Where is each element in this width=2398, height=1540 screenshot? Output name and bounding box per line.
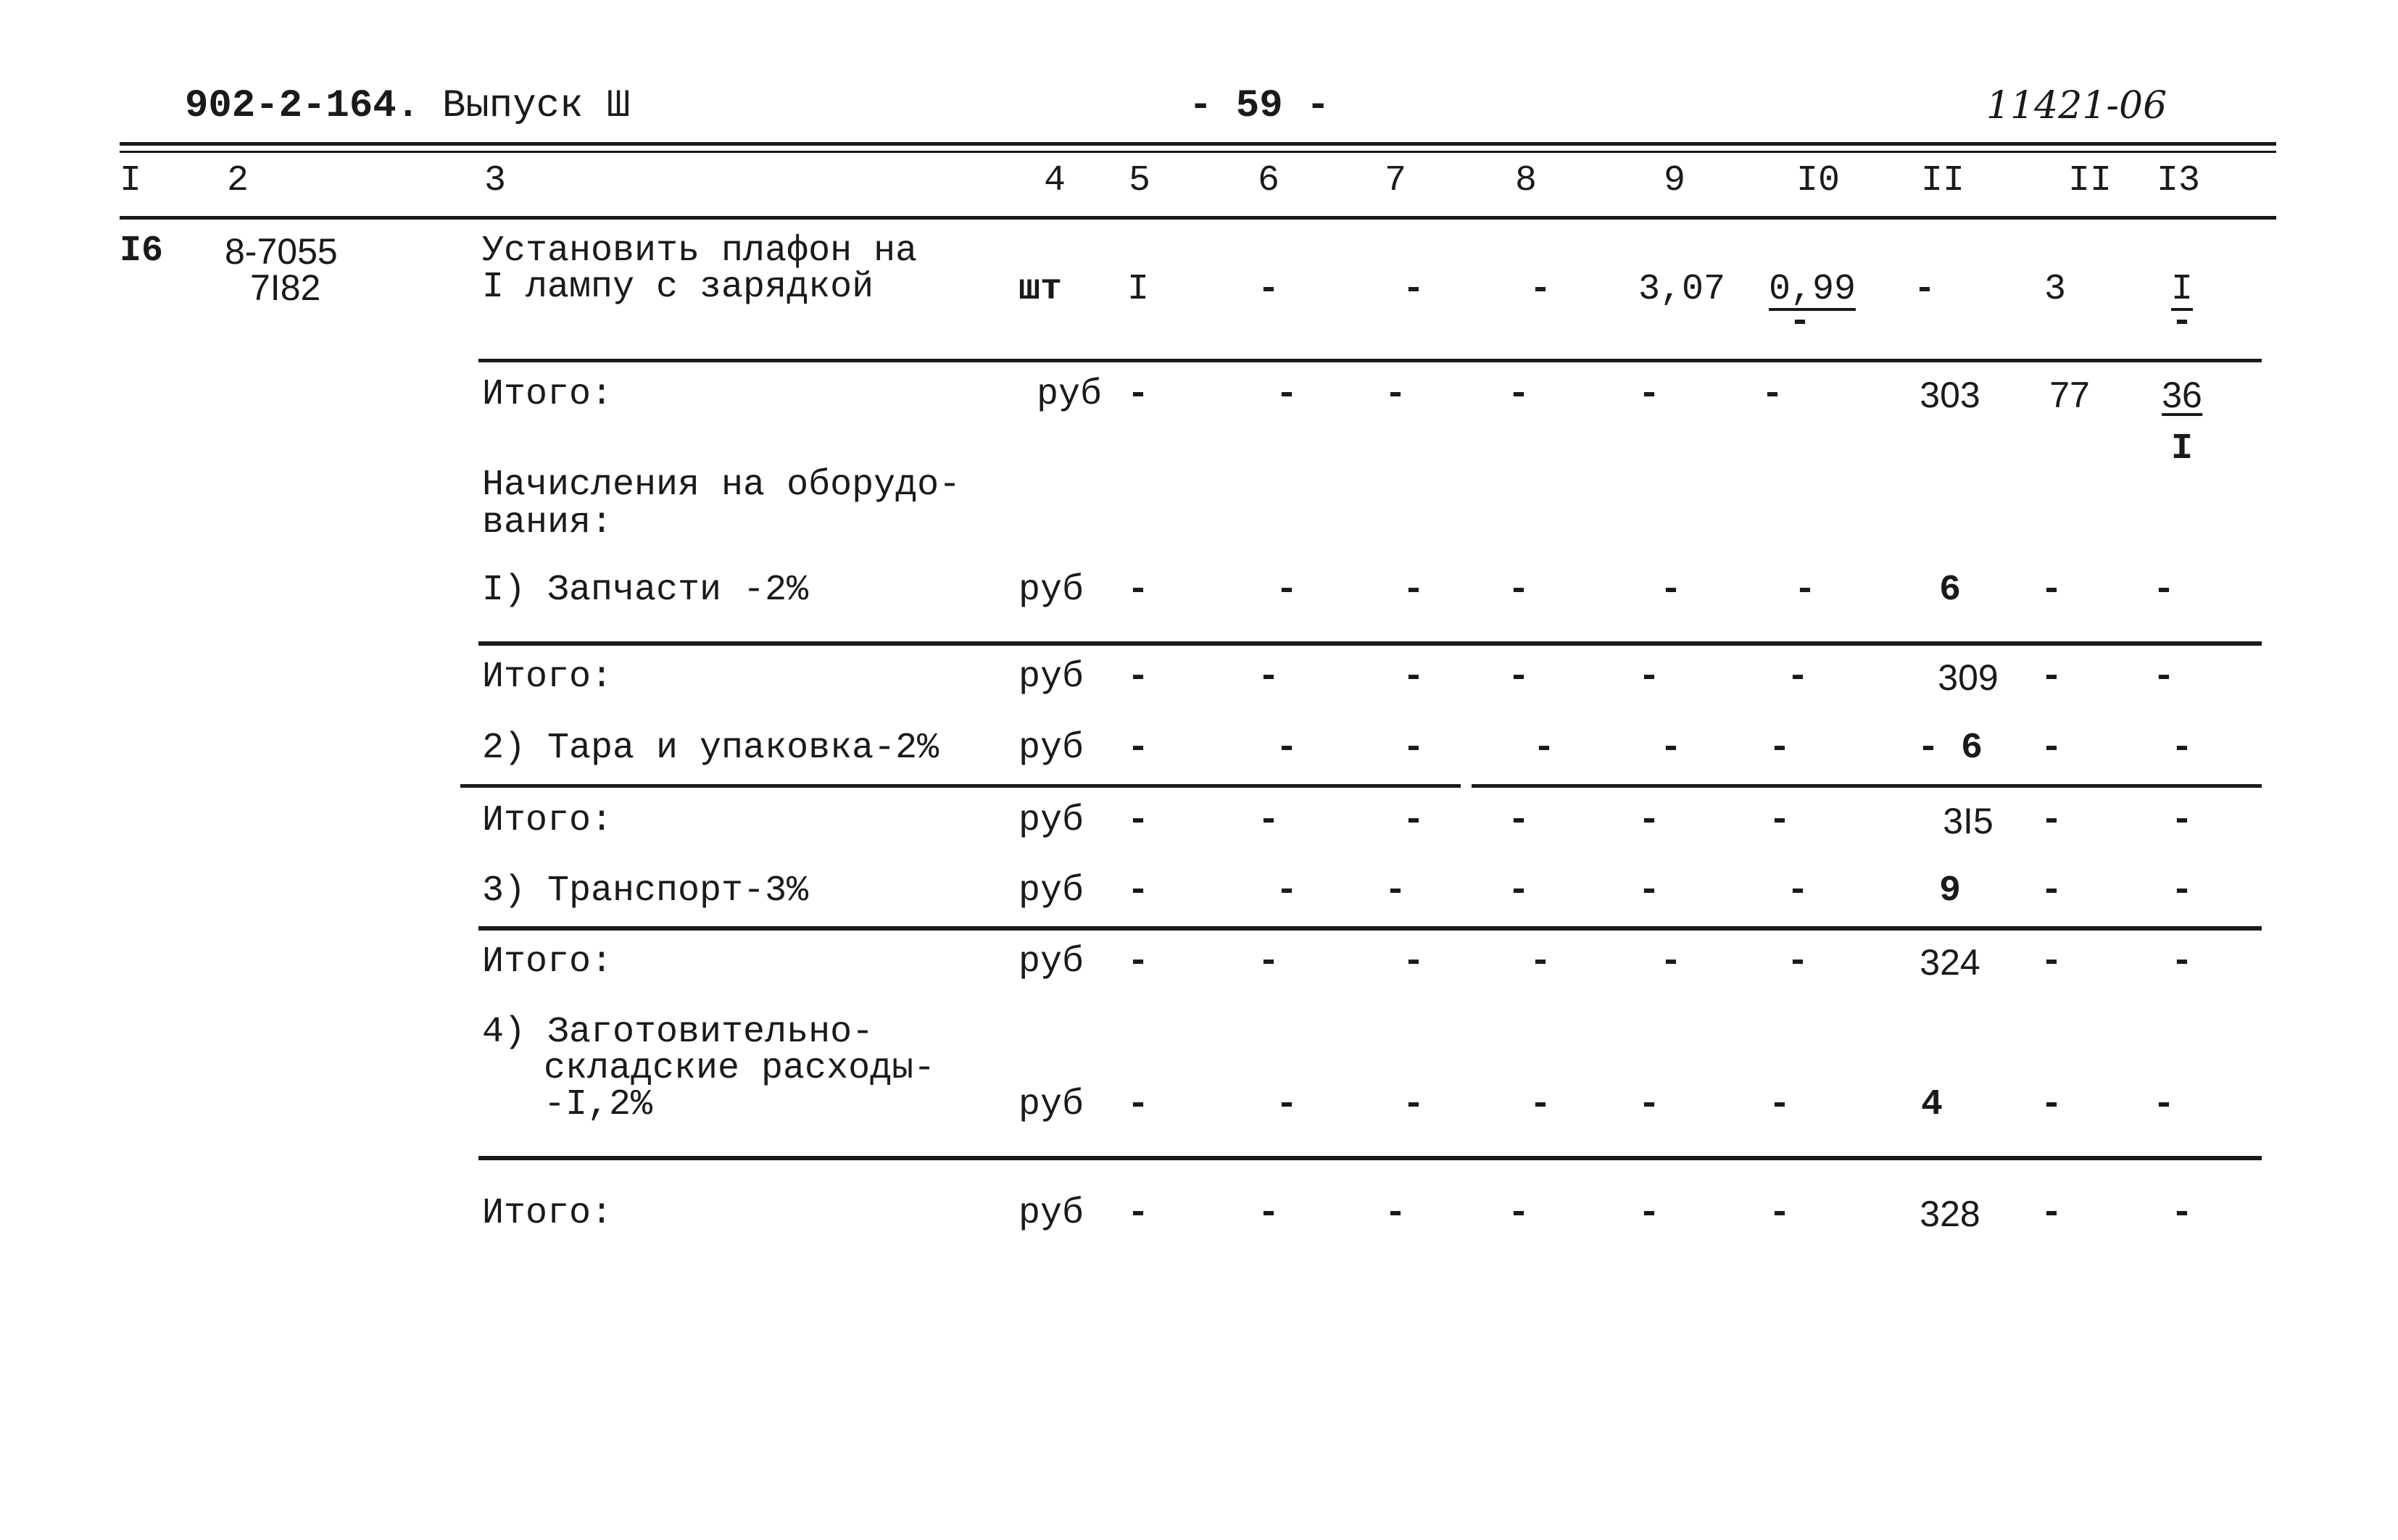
row-c8: - bbox=[1507, 800, 1530, 841]
row-c11: 309 bbox=[1938, 657, 1999, 698]
rule-row5 bbox=[478, 926, 2262, 931]
inventory-number: 11421-06 bbox=[1986, 84, 2167, 128]
row-c12: - bbox=[2040, 800, 2063, 841]
row-c6: - bbox=[1275, 570, 1298, 611]
row-label: 2) Тара и упаковка-2% bbox=[482, 728, 939, 769]
row-c10: - bbox=[1768, 728, 1791, 769]
item-c8: - bbox=[1529, 269, 1552, 310]
row-c13: - bbox=[2170, 870, 2194, 912]
total1-c5: - bbox=[1127, 374, 1150, 415]
row-c11: 328 bbox=[1920, 1194, 1980, 1234]
item-c12: 3 bbox=[2044, 269, 2067, 310]
row-c6: - bbox=[1257, 941, 1280, 983]
row-c13: - bbox=[2152, 570, 2175, 611]
row-c8: - bbox=[1507, 657, 1530, 698]
row-label: I) Запчасти -2% bbox=[482, 570, 809, 611]
row-c11: 4 bbox=[1920, 1084, 1943, 1125]
top-rule-1 bbox=[120, 142, 2276, 146]
row-c12: - bbox=[2040, 657, 2063, 698]
col-3: 3 bbox=[484, 160, 507, 201]
row-c5: - bbox=[1127, 570, 1150, 611]
total1-c13-sub: I bbox=[2170, 428, 2194, 470]
row-c5: - bbox=[1127, 1084, 1150, 1125]
page-number: - 59 - bbox=[1189, 84, 1330, 128]
row-c6: - bbox=[1275, 870, 1298, 912]
row-c6: - bbox=[1257, 657, 1280, 698]
row-c5: - bbox=[1127, 1193, 1150, 1234]
rule-row3b bbox=[1472, 784, 2262, 788]
row-c10: - bbox=[1768, 800, 1791, 841]
row-c9: - bbox=[1638, 1193, 1661, 1234]
row-unit: руб bbox=[1018, 1193, 1084, 1234]
row-label-1: 4) Заготовительно- bbox=[482, 1012, 874, 1053]
top-rule-2 bbox=[120, 151, 2276, 153]
row-c5: - bbox=[1127, 728, 1150, 769]
row-unit: руб bbox=[1018, 570, 1084, 611]
col-13: I3 bbox=[2156, 160, 2201, 201]
row-label-3: -I,2% bbox=[544, 1084, 653, 1125]
total1-c9: - bbox=[1638, 374, 1661, 415]
item-c10-sub: - bbox=[1788, 301, 1812, 343]
row-c10: - bbox=[1768, 1084, 1791, 1125]
item-desc-1: Установить плафон на bbox=[482, 230, 918, 272]
row-c7: - bbox=[1384, 1193, 1407, 1234]
col-5: 5 bbox=[1128, 160, 1151, 201]
item-unit: шт bbox=[1018, 269, 1063, 310]
row-c13: - bbox=[2170, 800, 2194, 841]
row-c8: - bbox=[1507, 870, 1530, 912]
row-c6: - bbox=[1275, 728, 1298, 769]
row-c5: - bbox=[1127, 800, 1150, 841]
item-c13-sub: - bbox=[2170, 301, 2194, 343]
row-c6: - bbox=[1257, 1193, 1280, 1234]
row-c7: - bbox=[1384, 870, 1407, 912]
header-rule bbox=[120, 216, 2276, 220]
row-unit: руб bbox=[1018, 800, 1084, 841]
total1-c13: 36 bbox=[2162, 375, 2202, 415]
row-c6: - bbox=[1275, 1084, 1298, 1125]
row-c8: - bbox=[1507, 1193, 1530, 1234]
doc-code: 902-2-164. bbox=[185, 84, 420, 128]
row-c5: - bbox=[1127, 657, 1150, 698]
col-10: I0 bbox=[1796, 160, 1841, 201]
row-c8: - bbox=[1507, 570, 1530, 611]
total1-unit: руб bbox=[1037, 374, 1103, 415]
row-c10: - bbox=[1793, 570, 1817, 611]
row-c9: - bbox=[1659, 941, 1683, 983]
row-label: Итого: bbox=[482, 657, 613, 698]
row-c7: - bbox=[1402, 1084, 1425, 1125]
row-c12: - bbox=[2040, 570, 2063, 611]
row-c8: - bbox=[1529, 1084, 1552, 1125]
row-c7: - bbox=[1402, 657, 1425, 698]
total1-c7: - bbox=[1384, 374, 1407, 415]
row-c13: - bbox=[2170, 728, 2194, 769]
item-c11: - bbox=[1913, 269, 1936, 310]
item-c9: 3,07 bbox=[1638, 269, 1726, 310]
col-9: 9 bbox=[1663, 160, 1686, 201]
row-c7: - bbox=[1402, 941, 1425, 983]
row-c11: 9 bbox=[1938, 870, 1962, 912]
row-c7: - bbox=[1402, 570, 1425, 611]
row-c9: - bbox=[1638, 870, 1661, 912]
item-desc-2: I лампу с зарядкой bbox=[482, 267, 874, 308]
item-qty: I bbox=[1127, 269, 1150, 310]
row-c5: - bbox=[1127, 870, 1150, 912]
row-c10: - bbox=[1786, 657, 1809, 698]
item-number: I6 bbox=[120, 230, 164, 272]
col-6: 6 bbox=[1257, 160, 1280, 201]
row-c11: - 6 bbox=[1917, 728, 1983, 769]
total1-c11: 303 bbox=[1920, 375, 1980, 415]
row-c7: - bbox=[1402, 800, 1425, 841]
row-unit: руб bbox=[1018, 1084, 1084, 1125]
row-c9: - bbox=[1659, 728, 1683, 769]
row-c11: 6 bbox=[1938, 570, 1962, 611]
total1-c10: - bbox=[1761, 374, 1784, 415]
row-c8: - bbox=[1529, 941, 1552, 983]
section-title-2: вания: bbox=[482, 502, 613, 544]
row-c9: - bbox=[1638, 800, 1661, 841]
row-c12: - bbox=[2040, 1084, 2063, 1125]
item-c10: 0,99 bbox=[1768, 269, 1856, 310]
item-code-1: 8-7055 bbox=[225, 231, 338, 272]
row-c13: - bbox=[2152, 1084, 2175, 1125]
col-7: 7 bbox=[1384, 160, 1407, 201]
row-c11: 3I5 bbox=[1943, 801, 1994, 841]
total1-c12: 77 bbox=[2049, 375, 2090, 415]
total1-label: Итого: bbox=[482, 374, 613, 415]
row-c9: - bbox=[1638, 657, 1661, 698]
rule-total1 bbox=[478, 359, 2262, 362]
row-c12: - bbox=[2040, 728, 2063, 769]
row-label-2: складские расходы- bbox=[544, 1048, 936, 1089]
row-c10: - bbox=[1786, 941, 1809, 983]
row-c13: - bbox=[2152, 657, 2175, 698]
row-c13: - bbox=[2170, 1193, 2194, 1234]
total1-c6: - bbox=[1275, 374, 1298, 415]
row-label: Итого: bbox=[482, 1193, 613, 1234]
item-c7: - bbox=[1402, 269, 1425, 310]
section-title-1: Начисления на оборудо- bbox=[482, 465, 961, 506]
row-c7: - bbox=[1402, 728, 1425, 769]
col-8: 8 bbox=[1514, 160, 1538, 201]
issue-label: Выпуск Ш bbox=[442, 84, 631, 128]
row-c6: - bbox=[1257, 800, 1280, 841]
row-c12: - bbox=[2040, 870, 2063, 912]
item-c13: I bbox=[2170, 269, 2194, 310]
row-label: Итого: bbox=[482, 800, 613, 841]
row-c8: - bbox=[1532, 728, 1556, 769]
col-2: 2 bbox=[226, 160, 249, 201]
item-code-2: 7I82 bbox=[250, 267, 321, 308]
col-11a: II bbox=[1920, 160, 1965, 201]
rule-row7 bbox=[478, 1156, 2262, 1160]
col-4: 4 bbox=[1043, 160, 1066, 201]
row-label: Итого: bbox=[482, 941, 613, 983]
row-c5: - bbox=[1127, 941, 1150, 983]
rule-row1 bbox=[478, 641, 2262, 646]
row-c13: - bbox=[2170, 941, 2194, 983]
item-c6: - bbox=[1257, 269, 1280, 310]
row-unit: руб bbox=[1018, 870, 1084, 912]
row-unit: руб bbox=[1018, 941, 1084, 983]
row-c9: - bbox=[1659, 570, 1683, 611]
col-11b: II bbox=[2067, 160, 2112, 201]
total1-c8: - bbox=[1507, 374, 1530, 415]
row-unit: руб bbox=[1018, 728, 1084, 769]
row-unit: руб bbox=[1018, 657, 1084, 698]
row-c11: 324 bbox=[1920, 942, 1980, 983]
row-c10: - bbox=[1786, 870, 1809, 912]
row-label: 3) Транспорт-3% bbox=[482, 870, 809, 912]
row-c10: - bbox=[1768, 1193, 1791, 1234]
col-1: I bbox=[119, 160, 142, 201]
rule-row3a bbox=[460, 784, 1461, 788]
row-c9: - bbox=[1638, 1084, 1661, 1125]
row-c12: - bbox=[2040, 1193, 2063, 1234]
row-c12: - bbox=[2040, 941, 2063, 983]
